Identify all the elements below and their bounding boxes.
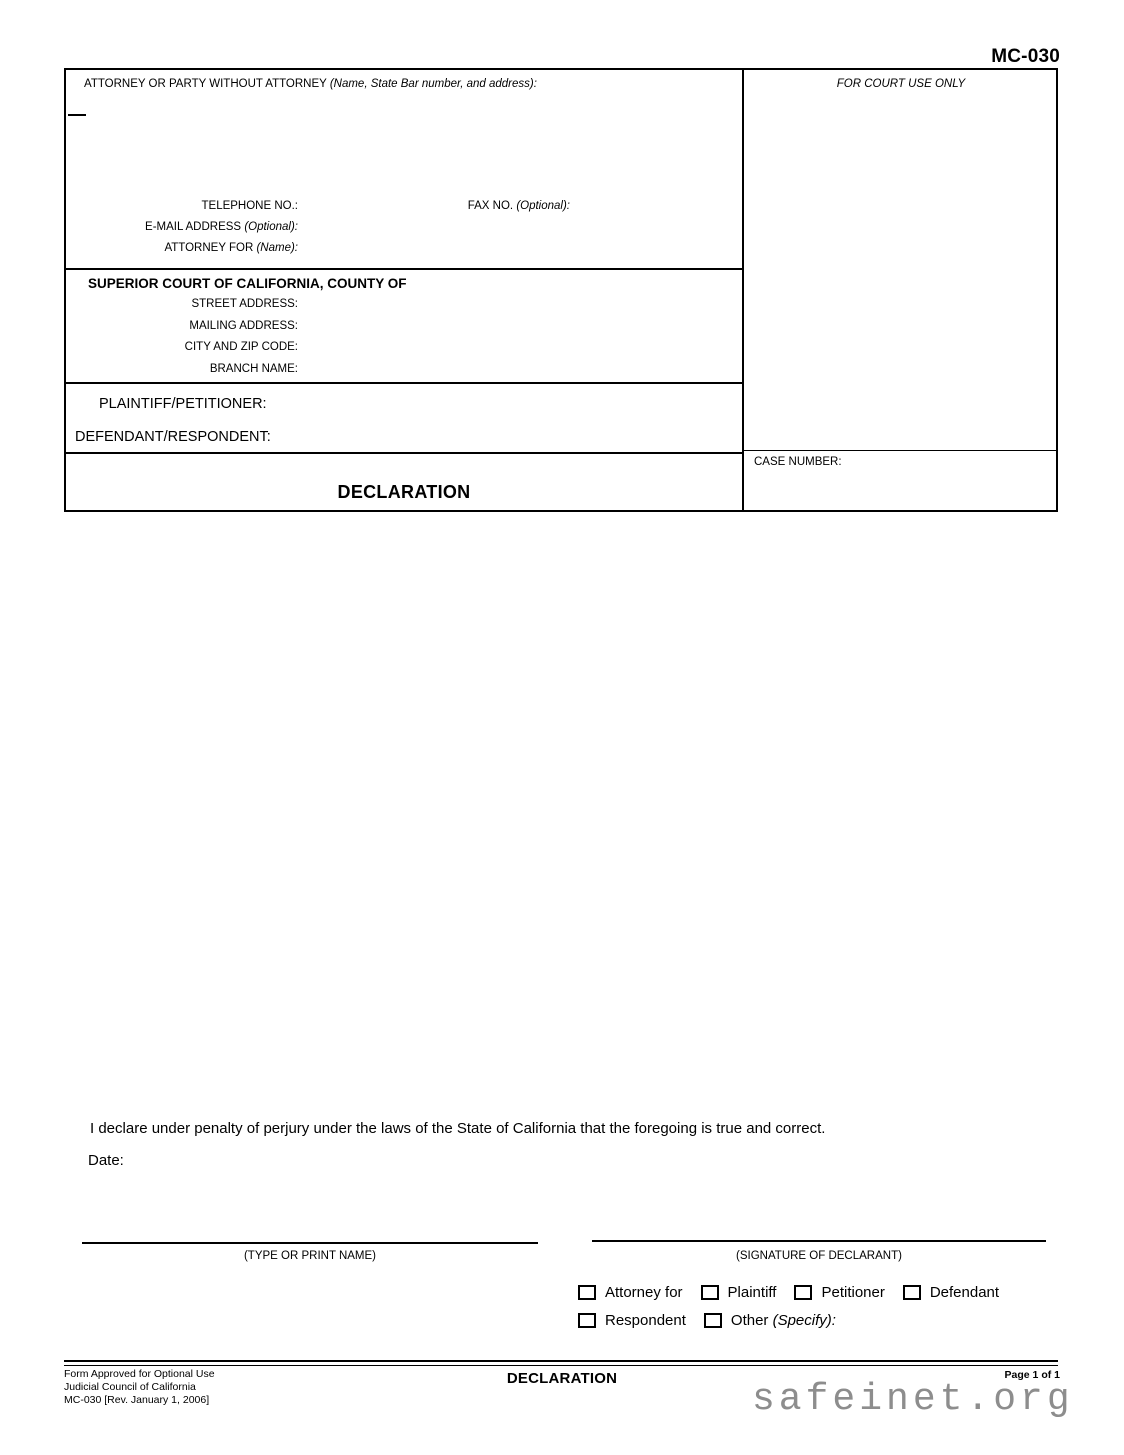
footer-line-1: Form Approved for Optional Use: [64, 1368, 215, 1380]
contact-field-rows: [66, 200, 742, 263]
footer-page-number: Page 1 of 1: [1004, 1369, 1060, 1381]
parties-area[interactable]: [66, 384, 742, 452]
checkbox-label: Respondent: [605, 1312, 686, 1329]
checkbox-label: Plaintiff: [727, 1284, 777, 1301]
defendant-respondent-label: DEFENDANT/RESPONDENT:: [75, 429, 271, 445]
contact-row-email: [66, 221, 742, 242]
court-title: SUPERIOR COURT OF CALIFORNIA, COUNTY OF: [88, 276, 407, 291]
court-line-city-zip: [66, 341, 742, 363]
form-number: MC-030: [991, 46, 1060, 67]
signature-rule: [592, 1240, 1046, 1242]
checkbox-defendant[interactable]: [903, 1285, 921, 1300]
print-name-rule: [82, 1242, 538, 1244]
site-watermark: safeinet.org: [752, 1378, 1074, 1421]
attorney-for-label: ATTORNEY FOR (Name):: [164, 242, 298, 254]
court-line-street: [66, 298, 742, 320]
attorney-label-text: ATTORNEY OR PARTY WITHOUT ATTORNEY: [84, 78, 330, 90]
checkbox-label: Other (Specify):: [730, 1312, 836, 1329]
mailing-address-label: MAILING ADDRESS:: [189, 319, 298, 332]
plaintiff-petitioner-label: PLAINTIFF/PETITIONER:: [99, 396, 267, 412]
checkbox-label: Defendant: [929, 1284, 1000, 1301]
footer-rule-thick: [64, 1360, 1058, 1362]
footer-rule-thin: [64, 1365, 1058, 1366]
street-address-label: STREET ADDRESS:: [191, 298, 298, 310]
fax-label: FAX NO. (Optional):: [467, 200, 570, 212]
caption-box: [64, 68, 1058, 512]
title-area: [66, 454, 742, 512]
court-line-mailing: [66, 320, 742, 342]
footer-form-title: DECLARATION: [506, 1370, 618, 1387]
case-number-label: CASE NUMBER:: [754, 456, 842, 468]
checkbox-plaintiff[interactable]: [701, 1285, 719, 1300]
footer-line-3: MC-030 [Rev. January 1, 2006]: [64, 1394, 210, 1406]
attorney-label-hint: (Name, State Bar number, and address):: [329, 78, 537, 90]
signature-caption: (SIGNATURE OF DECLARANT): [736, 1250, 902, 1262]
branch-name-label: BRANCH NAME:: [209, 362, 298, 375]
checkbox-attorney-for[interactable]: [578, 1285, 596, 1300]
attorney-tick-mark: [68, 114, 86, 116]
caption-vertical-divider: [742, 70, 744, 512]
checkbox-row-secondary: [578, 1312, 854, 1329]
date-field-label[interactable]: Date:: [88, 1152, 124, 1169]
checkbox-petitioner[interactable]: [794, 1285, 812, 1300]
perjury-statement: I declare under penalty of perjury under the laws of the State of California that the foregoing is true and correct.: [90, 1120, 826, 1137]
footer-line-2: Judicial Council of California: [64, 1381, 196, 1393]
print-name-caption: (TYPE OR PRINT NAME): [243, 1250, 377, 1262]
document-title: DECLARATION: [337, 482, 471, 502]
contact-row-attorney-for: [66, 242, 742, 263]
court-address-lines: [66, 298, 742, 384]
court-line-branch: [66, 363, 742, 385]
checkbox-other[interactable]: [704, 1313, 722, 1328]
city-zip-label: CITY AND ZIP CODE:: [184, 341, 298, 353]
checkbox-label: Petitioner: [821, 1284, 885, 1301]
attorney-field-label: [84, 78, 537, 90]
court-area[interactable]: [66, 270, 742, 382]
checkbox-label: Attorney for: [605, 1284, 683, 1301]
email-label: E-MAIL ADDRESS (Optional):: [145, 221, 298, 233]
case-number-divider: [742, 450, 1058, 451]
telephone-label: TELEPHONE NO.:: [201, 200, 298, 212]
contact-row-phone-fax: [66, 200, 742, 221]
for-court-use-only-label: FOR COURT USE ONLY: [836, 78, 966, 90]
checkbox-row-primary: [578, 1284, 1017, 1301]
checkbox-respondent[interactable]: [578, 1313, 596, 1328]
